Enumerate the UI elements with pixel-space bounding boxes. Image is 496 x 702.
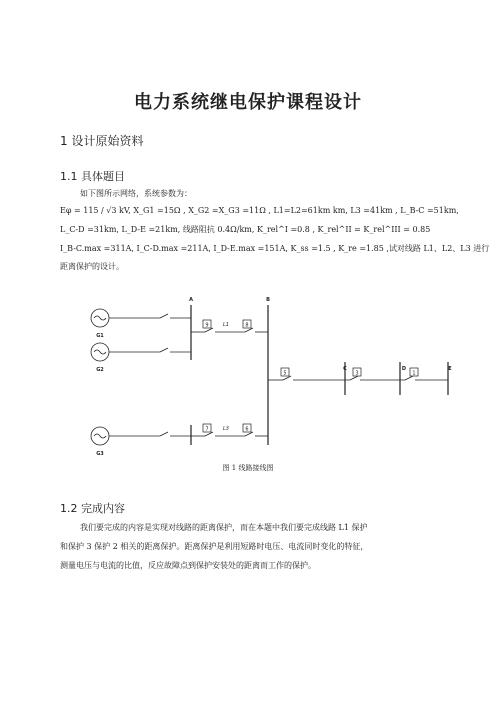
generator-g1-label: G1 (96, 333, 104, 339)
generator-g2-label: G2 (96, 367, 104, 373)
breaker-label: 8 (245, 322, 249, 329)
page-title: 电力系统继电保护课程设计 (134, 92, 362, 113)
breaker-label: 9 (205, 322, 209, 329)
params-line-4: 距离保护的设计。 (60, 262, 124, 271)
breaker-label: 5 (283, 370, 287, 377)
paragraph-line-1: 我们要完成的内容是实现对线路的距离保护，而在本题中我们要完成线路 L1 保护 (80, 523, 368, 532)
bus-d-label: D (401, 366, 407, 372)
intro-text: 如下图所示网络，系统参数为： (80, 189, 192, 198)
line-l3-label: L3 (223, 426, 229, 432)
line-l1-label: L1 (223, 322, 229, 328)
bus-b-label: B (266, 297, 270, 303)
bus-c-label: C (343, 366, 347, 372)
paragraph-line-2: 和保护 3 保护 2 相关的距离保护。距离保护是利用短路时电压、电流同时变化的特征， (60, 542, 369, 551)
breaker-label: 7 (205, 426, 209, 433)
bus-a-label: A (189, 297, 193, 303)
section-1-2-heading: 1.2 完成内容 (60, 502, 125, 515)
params-line-1: Eφ = 115 / √3 kV, X_G1 =15Ω , X_G2 =X_G3 =11Ω , L1=L2=61km km, L3 =41km , L_B-C =51km, (60, 206, 459, 215)
paragraph-line-3: 测量电压与电流的比值，反应故障点到保护安装处的距离而工作的保护。 (60, 561, 316, 570)
params-line-2: L_C-D =31km, L_D-E =21km, 线路阻抗 0.4Ω/km, K_rel^I =0.8 , K_rel^II = K_rel^III = 0.85 (60, 225, 431, 234)
breaker-label: 1 (412, 370, 416, 377)
generator-g3-label: G3 (96, 451, 104, 457)
figure-caption: 图 1 线路接线图 (222, 464, 274, 472)
section-1-heading: 1 设计原始资料 (60, 134, 144, 148)
bus-e-label: E (448, 366, 452, 372)
section-1-1-heading: 1.1 具体题目 (60, 170, 125, 183)
params-line-3: I_B-C.max =311A, I_C-D.max =211A, I_D-E.max =151A, K_ss =1.5 , K_re =1.85 ,试对线路 L1、L2、L3 进行 (60, 244, 490, 253)
breaker-label: 6 (245, 426, 249, 433)
breaker-label: 3 (355, 370, 359, 377)
